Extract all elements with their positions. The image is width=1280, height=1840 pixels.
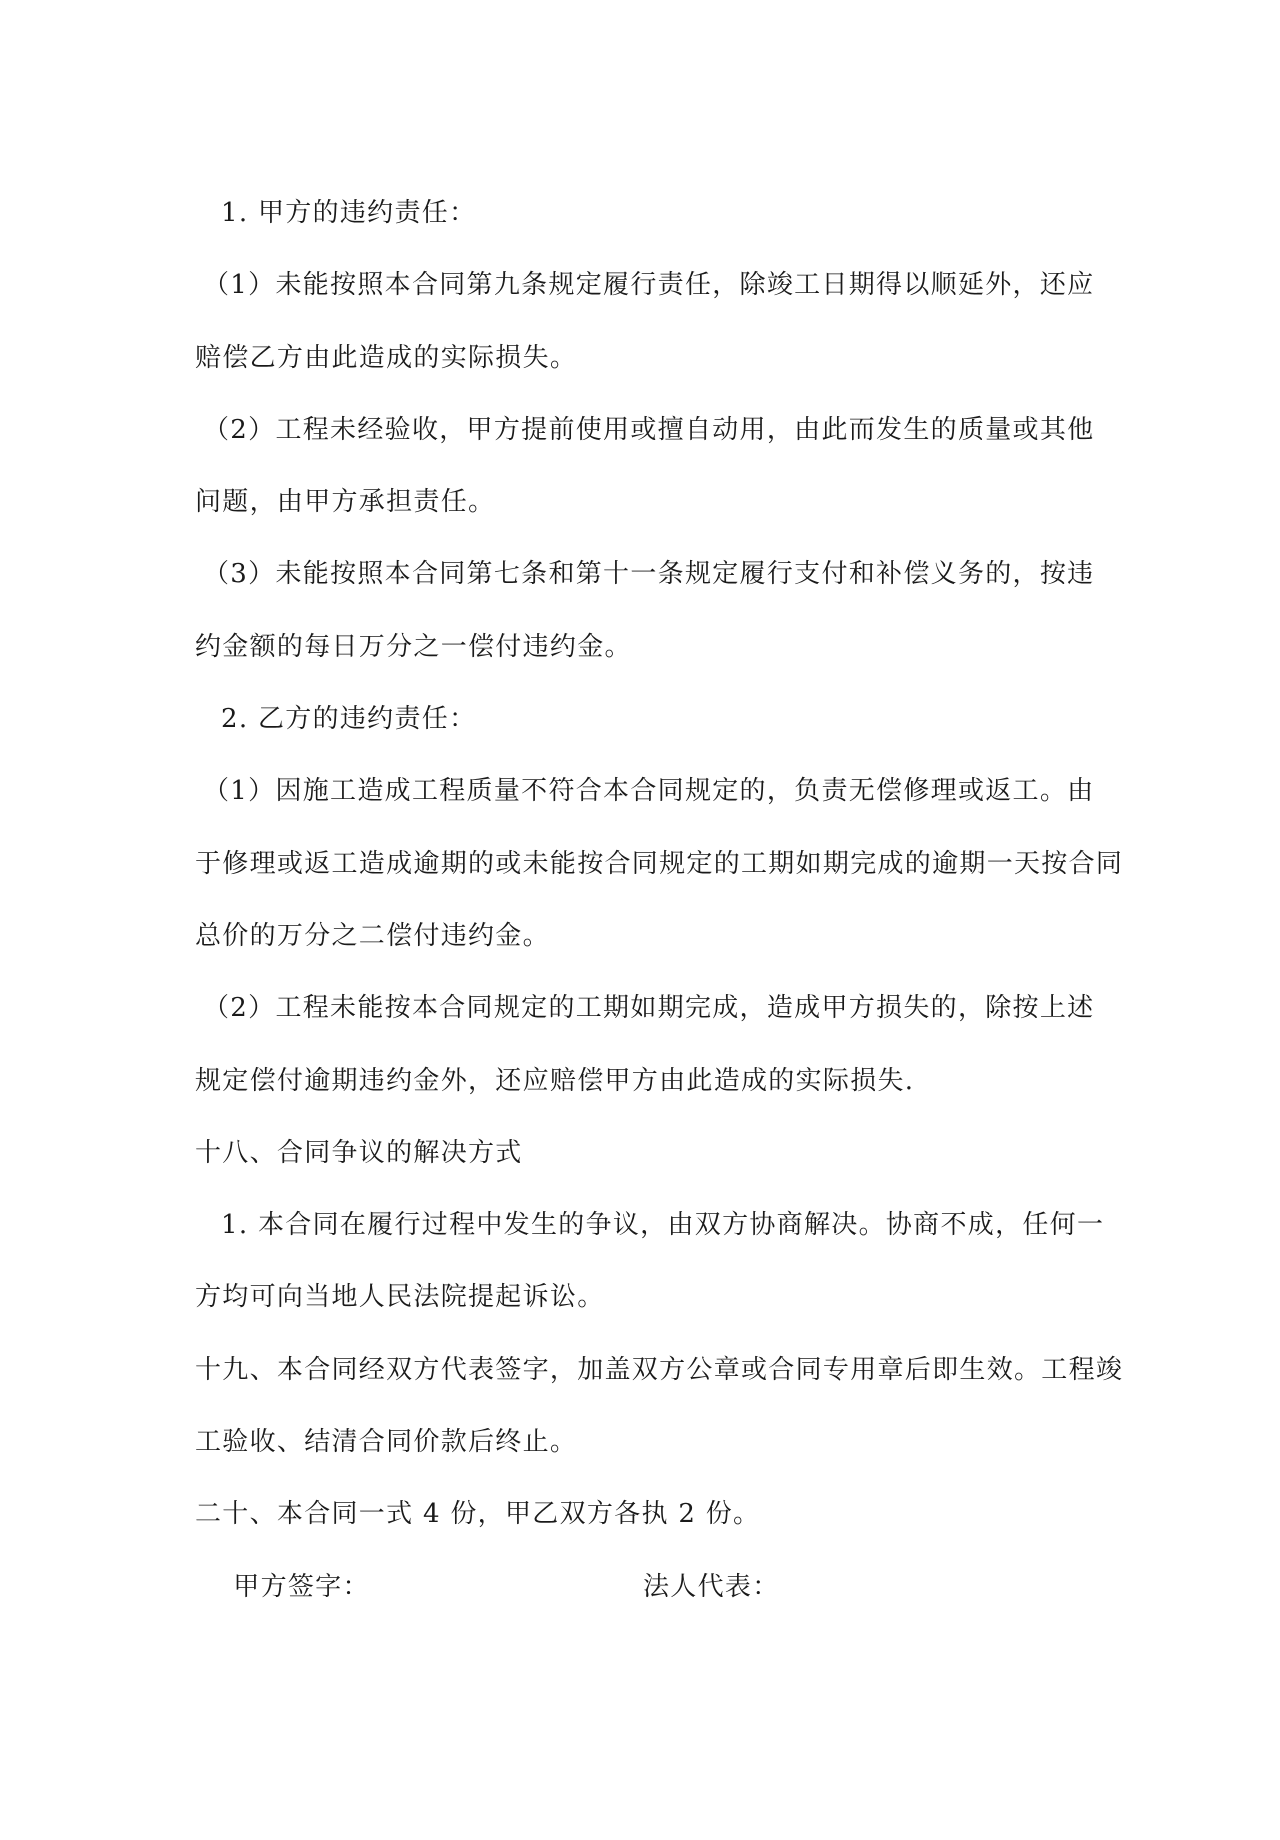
text-line: 工验收、结清合同价款后终止。 [195,1427,578,1458]
text-line: 约金额的每日万分之一偿付违约金。 [195,631,632,662]
text-line: 总价的万分之二偿付违约金。 [195,920,550,951]
document-body [195,177,1124,1623]
text-line: 十九、本合同经双方代表签字，加盖双方公章或合同专用章后即生效。工程竣 [195,1354,1124,1385]
text-line: 二十、本合同一式 4 份，甲乙双方各执 2 份。 [195,1499,761,1530]
text-line: （3）未能按照本合同第七条和第十一条规定履行支付和补偿义务的，按违 [203,559,1095,590]
text-line: 问题，由甲方承担责任。 [195,487,496,518]
legal-representative-label: 法人代表： [643,1571,780,1602]
text-line: 十八、合同争议的解决方式 [195,1137,523,1168]
text-line: 1. 甲方的违约责任： [221,198,477,228]
text-line: （1）因施工造成工程质量不符合本合同规定的，负责无偿修理或返工。由 [203,776,1095,807]
signature-row [195,1551,1095,1623]
text-line: 2. 乙方的违约责任： [221,704,477,735]
text-line: 赔偿乙方由此造成的实际损失。 [195,342,578,373]
text-line: 规定偿付逾期违约金外，还应赔偿甲方由此造成的实际损失. [195,1065,915,1096]
text-line: （2）工程未经验收，甲方提前使用或擅自动用，由此而发生的质量或其他 [203,414,1095,445]
text-line: 方均可向当地人民法院提起诉讼。 [195,1282,605,1313]
text-line: （1）未能按照本合同第九条规定履行责任，除竣工日期得以顺延外，还应 [203,270,1095,301]
text-line: 于修理或返工造成逾期的或未能按合同规定的工期如期完成的逾期一天按合同 [195,848,1124,879]
party-a-signature-label: 甲方签字： [233,1571,370,1602]
text-line: （2）工程未能按本合同规定的工期如期完成，造成甲方损失的，除按上述 [203,993,1095,1024]
text-line: 1. 本合同在履行过程中发生的争议，由双方协商解决。协商不成，任何一 [221,1210,1105,1241]
